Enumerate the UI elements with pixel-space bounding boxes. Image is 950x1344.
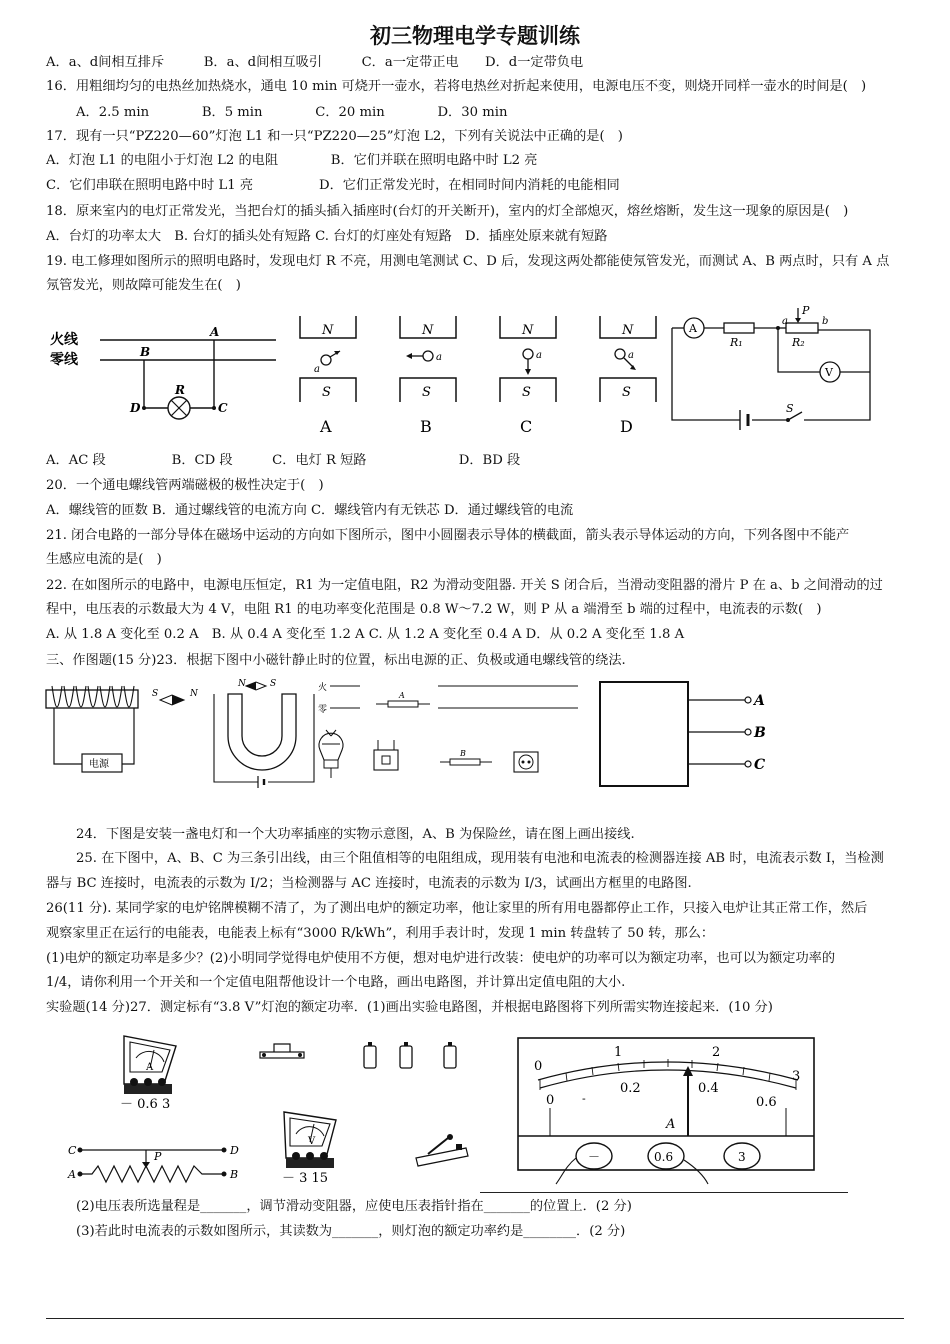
bottom-scale-1: 0.2 xyxy=(620,1081,641,1096)
svg-text:-: - xyxy=(582,1092,586,1105)
option-b-label: B xyxy=(420,417,432,436)
q27-part2: (2)电压表所选量程是_______，调节滑动变阻器，应使电压表指针指在_______的位置上．(2 分) xyxy=(76,1199,632,1214)
option-c-diagram xyxy=(500,316,556,436)
fig19-lighting-circuit xyxy=(44,322,280,422)
top-scale-3: 3 xyxy=(792,1069,801,1084)
q21-stem-1: 21. 闭合电路的一部分导体在磁场中运动的方向如下图所示，图中小圆圈表示导体的横截面，箭头表示导体运动的方向，下列各图中不能产 xyxy=(46,528,850,543)
figure-underline xyxy=(480,1192,848,1193)
svg-text:S: S xyxy=(622,385,631,400)
scale-ticks xyxy=(540,1059,796,1090)
q17-stem: 17．现有一只“PZ220—60”灯泡 L1 和一只“PZ220—25”灯泡 L2，下列有关说法中正确的是( ) xyxy=(46,129,623,144)
top-scale-1: 1 xyxy=(614,1045,623,1060)
option-a-label: A xyxy=(320,417,332,436)
svg-text:V: V xyxy=(825,366,833,379)
svg-text:N: N xyxy=(522,323,534,338)
point-d-label: D xyxy=(130,401,141,415)
option-c-label: C xyxy=(520,417,533,436)
svg-text:a: a xyxy=(536,350,542,361)
q22-stem-2: 程中，电压表的示数最大为 4 V，电阻 R1 的电功率变化范围是 0.8 W～7.2 W，则 P 从 a 端滑至 b 端的过程中，电流表的示数( ) xyxy=(46,602,822,617)
bottom-scale-2: 0.4 xyxy=(698,1081,719,1096)
q20-stem: 20．一个通电螺线管两端磁极的极性决定于( ) xyxy=(46,478,324,493)
svg-text:a: a xyxy=(436,352,442,363)
fig27-equipment xyxy=(64,1028,494,1192)
fig22-circuit xyxy=(668,302,874,434)
svg-text:a: a xyxy=(314,364,320,375)
svg-text:D: D xyxy=(230,1144,239,1157)
q26-stem-3: (1)电炉的额定功率是多少？(2)小明同学觉得电炉使用不方便，想对电炉进行改装：使电炉的功率可以为额定功率，也可以为额定功率的 xyxy=(46,951,836,966)
q25-stem-2: 器与 BC 连接时，电流表的示数为 I/2；当检测器与 AC 连接时，电流表的示数为 I/3，试画出方框里的电路图. xyxy=(46,876,692,891)
svg-text:C: C xyxy=(68,1144,77,1157)
svg-text:S: S xyxy=(152,689,159,699)
fig23-u-magnet xyxy=(210,674,318,790)
svg-text:S: S xyxy=(322,385,331,400)
svg-text:A: A xyxy=(146,1062,154,1073)
svg-text:a: a xyxy=(782,316,788,327)
q26-stem-1: 26(11 分). 某同学家的电炉铭牌模糊不清了，为了测出电炉的额定功率，他让家里的所有用电器都停止工作，只接入电炉让其正常工作，然后 xyxy=(46,901,868,916)
top-scale-0: 0 xyxy=(534,1059,543,1074)
svg-text:S: S xyxy=(270,679,277,689)
svg-text:R₁: R₁ xyxy=(730,336,743,349)
q22-stem-1: 22. 在如图所示的电路中，电源电压恒定，R1 为一定值电阻，R2 为滑动变阻器. 开关 S 闭合后，当滑动变阻器的滑片 P 在 a、b 之间滑动的过 xyxy=(46,578,883,593)
voltmeter-device-icon xyxy=(282,1112,336,1186)
q18-stem: 18．原来室内的电灯正常发光，当把台灯的插头插入插座时(台灯的开关断开)，室内的灯全部熄灭，熔丝熔断，发生这一现象的原因是( ) xyxy=(46,204,849,219)
bulb-icon xyxy=(319,730,343,778)
svg-text:3: 3 xyxy=(738,1150,746,1164)
fig25-black-box xyxy=(596,678,772,790)
svg-text:S: S xyxy=(422,385,431,400)
svg-text:R₂: R₂ xyxy=(792,336,805,349)
q16-stem: 16．用粗细均匀的电热丝加热烧水，通电 10 min 可烧开一壶水，若将电热丝对折起来使用，电源电压不变，则烧开同样一壶水的时间是( ) xyxy=(46,79,867,94)
svg-text:A: A xyxy=(689,322,697,335)
svg-text:P: P xyxy=(154,1150,162,1163)
svg-text:B: B xyxy=(230,1168,239,1181)
svg-text:B: B xyxy=(460,749,466,758)
svg-text:b: b xyxy=(822,316,829,327)
ammeter-terminal-labels: － 0.6 3 xyxy=(120,1097,171,1112)
lamp-holder-icon xyxy=(260,1044,304,1058)
q15-options: A．a、d间相互排斥 B．a、d间相互吸引 C．a一定带正电 D．d一定带负电 xyxy=(46,55,584,70)
q17-options-cd: C．它们串联在照明电路中时 L1 亮 D．它们正常发光时，在相同时间内消耗的电能相同 xyxy=(46,178,620,193)
q23-stem: 三、作图题(15 分)23．根据下图中小磁针静止时的位置，标出电源的正、负极或通电螺线管的绕法. xyxy=(46,653,626,668)
point-c-label: C xyxy=(218,401,228,415)
live-wire-label: 火 xyxy=(318,683,328,693)
q24-stem: 24．下图是安装一盏电灯和一个大功率插座的实物示意图，A、B 为保险丝，请在图上画出接线. xyxy=(76,827,635,842)
lead-c-label: C xyxy=(754,757,766,773)
battery-cells-icon xyxy=(364,1042,456,1068)
svg-text:N: N xyxy=(190,689,198,699)
voltmeter-terminal-labels: － 3 15 xyxy=(282,1171,329,1186)
bottom-scale-0: 0 xyxy=(546,1093,555,1108)
fig23-solenoid xyxy=(42,678,202,776)
q27-stem: 实验题(14 分)27．测定标有“3.8 V”灯泡的额定功率．(1)画出实验电路图，并根据电路图将下列所需实物连接起来．(10 分) xyxy=(46,1000,773,1015)
option-a-diagram xyxy=(300,316,356,436)
bottom-scale-3: 0.6 xyxy=(756,1095,777,1110)
power-source-label: 电源 xyxy=(89,759,109,770)
switch-icon xyxy=(374,740,398,770)
q21-stem-2: 生感应电流的是( ) xyxy=(46,552,162,567)
neutral-wire-label: 零线 xyxy=(50,352,78,368)
switch-s-label: S xyxy=(786,402,794,415)
point-a-label: A xyxy=(210,325,220,339)
rheostat-icon xyxy=(67,1144,239,1182)
q19-stem-2: 氖管发光，则故障可能发生在( ) xyxy=(46,278,241,293)
top-scale-2: 2 xyxy=(712,1045,721,1060)
q26-stem-4: 1/4，请你利用一个开关和一个定值电阻帮他设计一个电路，画出电路图，并计算出定值电阻的大小. xyxy=(46,975,626,990)
fig24-wiring xyxy=(316,678,580,796)
knife-switch-icon xyxy=(416,1134,468,1166)
svg-text:N: N xyxy=(422,323,434,338)
q18-options: A．台灯的功率太大 B. 台灯的插头处有短路 C. 台灯的灯座处有短路 D．插座处原来就有短路 xyxy=(46,229,608,244)
option-d-diagram xyxy=(600,316,656,436)
neutral-wire-label: 零 xyxy=(318,705,328,715)
svg-text:a: a xyxy=(628,350,634,361)
live-wire-label: 火线 xyxy=(50,332,78,348)
page-bottom-rule xyxy=(46,1318,904,1319)
svg-text:P: P xyxy=(802,304,810,317)
lead-a-label: A xyxy=(754,693,765,709)
svg-text:－: － xyxy=(588,1150,601,1164)
svg-text:N: N xyxy=(322,323,334,338)
svg-text:N: N xyxy=(238,679,246,689)
svg-text:V: V xyxy=(308,1136,316,1147)
lead-b-label: B xyxy=(754,725,766,741)
fig21-magnet-options xyxy=(292,312,664,438)
socket-icon xyxy=(514,752,538,772)
fig27-ammeter-dial xyxy=(516,1036,816,1188)
q26-stem-2: 观察家里正在运行的电能表，电能表上标有“3000 R/kWh”，利用手表计时，发现 1 min 转盘转了 50 转，那么： xyxy=(46,926,715,941)
svg-text:0.6: 0.6 xyxy=(654,1150,674,1164)
q27-part3: (3)若此时电流表的示数如图所示，其读数为_______，则灯泡的额定功率约是________．(2 分) xyxy=(76,1224,626,1239)
svg-text:A: A xyxy=(399,691,405,700)
q22-options: A. 从 1.8 A 变化至 0.2 A B. 从 0.4 A 变化至 1.2 A C. 从 1.2 A 变化至 0.4 A D．从 0.2 A 变化至 1.8 A xyxy=(46,627,685,642)
svg-text:N: N xyxy=(622,323,634,338)
svg-text:S: S xyxy=(522,385,531,400)
ammeter-device-icon xyxy=(120,1036,176,1112)
q17-options-ab: A．灯泡 L1 的电阻小于灯泡 L2 的电阻 B．它们并联在照明电路中时 L2 亮 xyxy=(46,153,538,168)
fuse-b-icon xyxy=(450,759,480,765)
point-b-label: B xyxy=(140,345,151,359)
q25-stem-1: 25. 在下图中，A、B、C 为三条引出线，由三个阻值相等的电阻组成，现用装有电池和电流表的检测器连接 AB 时，电流表示数 I，当检测 xyxy=(76,851,884,866)
option-d-label: D xyxy=(620,417,633,436)
svg-text:A: A xyxy=(68,1168,76,1181)
q19-options: A．AC 段 B．CD 段 C．电灯 R 短路 D．BD 段 xyxy=(46,453,521,468)
q19-stem-1: 19. 电工修理如图所示的照明电路时，发现电灯 R 不亮，用测电笔测试 C、D 后，发现这两处都能使氖管发光，而测试 A、B 两点时，只有 A 点 xyxy=(46,254,890,269)
fuse-a-icon xyxy=(388,701,418,707)
dial-unit-letter: A xyxy=(666,1117,676,1132)
page-title: 初三物理电学专题训练 xyxy=(370,24,580,48)
option-b-diagram xyxy=(400,316,456,436)
q20-options: A．螺线管的匝数 B．通过螺线管的电流方向 C．螺线管内有无铁芯 D．通过螺线管的电流 xyxy=(46,503,574,518)
lamp-r-label: R xyxy=(175,383,185,397)
q16-options: A．2.5 min B．5 min C．20 min D．30 min xyxy=(76,105,508,120)
